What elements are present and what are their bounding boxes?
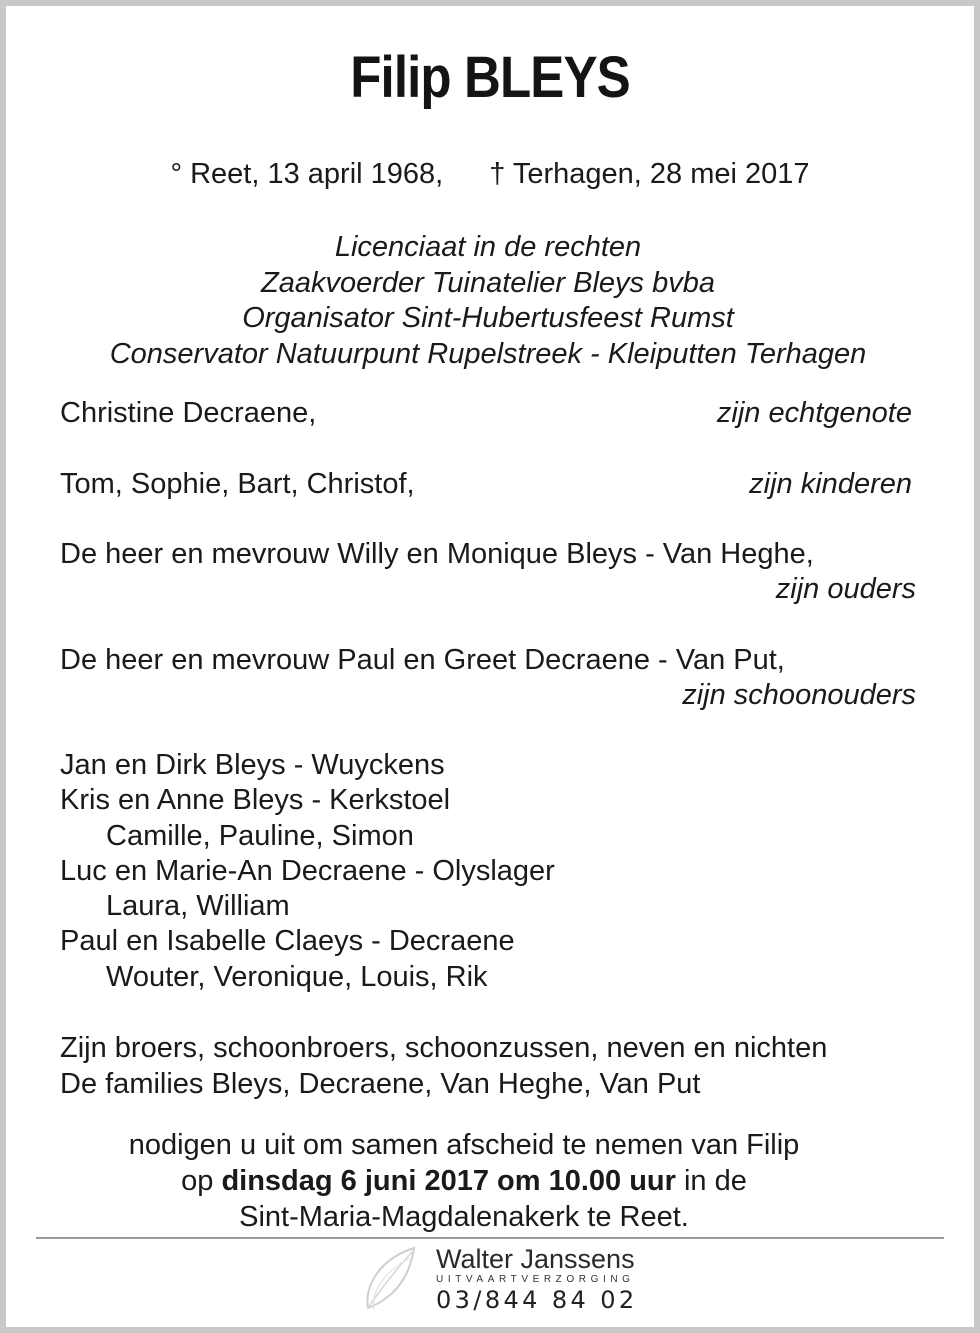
family-line: Kris en Anne Bleys - Kerkstoel	[60, 784, 451, 817]
roles-list	[0, 230, 976, 372]
mourner-relation: zijn kinderen	[749, 468, 912, 500]
mourner-name: De heer en mevrouw Paul en Greet Decraene - Van Put,	[60, 644, 785, 676]
mourner-relation: zijn schoonouders	[682, 679, 916, 711]
family-children-line: Laura, William	[106, 890, 290, 923]
family-line: Jan en Dirk Bleys - Wuyckens	[60, 749, 445, 781]
closing-line: Zijn broers, schoonbroers, schoonzussen, neven en nichten	[60, 1032, 828, 1064]
mourner-name: De heer en mevrouw Willy en Monique Bleys - Van Heghe,	[60, 538, 814, 570]
mourner-name: Christine Decraene,	[60, 397, 317, 429]
invitation-line: nodigen u uit om samen afscheid te nemen van Filip	[128, 1129, 800, 1161]
role-line: Organisator Sint-Hubertusfeest Rumst	[242, 302, 734, 334]
death-date: † Terhagen, 28 mei 2017	[489, 158, 810, 190]
invitation	[0, 1127, 928, 1235]
invitation-line: Sint-Maria-Magdalenakerk te Reet.	[239, 1201, 689, 1233]
invitation-post: in de	[675, 1165, 747, 1197]
funeral-company-phone: 03/844 84 02	[436, 1286, 638, 1314]
invitation-line	[0, 1163, 928, 1199]
mourner-name: Tom, Sophie, Bart, Christof,	[60, 468, 415, 500]
closing-lines	[60, 1031, 940, 1102]
footer-divider	[36, 1237, 944, 1239]
family-children-line: Wouter, Veronique, Louis, Rik	[106, 960, 488, 993]
deceased-name: Filip BLEYS	[350, 45, 630, 110]
mourner-relation: zijn echtgenote	[716, 397, 912, 429]
invitation-pre: op	[181, 1165, 222, 1197]
role-line: Zaakvoerder Tuinatelier Bleys bvba	[260, 266, 716, 299]
mourner-relation: zijn ouders	[775, 573, 916, 605]
funeral-company-name: Walter Janssens	[436, 1244, 635, 1274]
family-line: Paul en Isabelle Claeys - Decraene	[60, 925, 515, 958]
family-line: Luc en Marie-An Decraene - Olyslager	[60, 854, 555, 887]
family-children-line: Camille, Pauline, Simon	[106, 819, 414, 852]
closing-line: De families Bleys, Decraene, Van Heghe, Van Put	[60, 1067, 701, 1100]
birth-date: ° Reet, 13 april 1968,	[170, 158, 444, 190]
ceremony-datetime: dinsdag 6 juni 2017 om 10.00 uur	[221, 1165, 676, 1197]
life-dates	[0, 158, 980, 191]
leaf-icon	[360, 1244, 420, 1314]
role-line: Licenciaat in de rechten	[334, 231, 642, 263]
role-line: Conservator Natuurpunt Rupelstreek - Kleiputten Terhagen	[109, 337, 867, 370]
funeral-company-tagline: UITVAARTVERZORGING	[436, 1274, 635, 1285]
family-list	[60, 748, 920, 995]
